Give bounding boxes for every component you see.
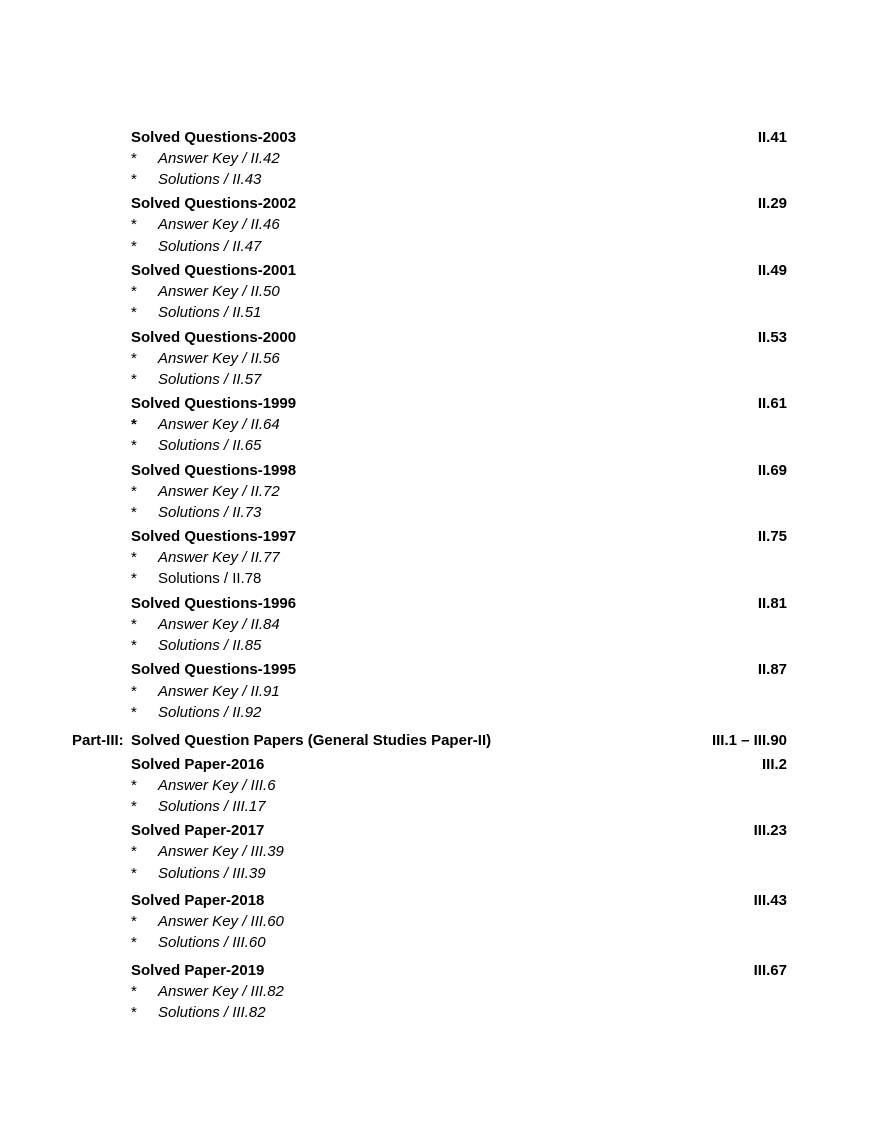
bullet: * xyxy=(131,865,137,882)
bullet: * xyxy=(131,934,137,951)
toc-section-1999 xyxy=(131,394,787,454)
section-title: Solved Questions-1998 xyxy=(131,462,297,479)
bullet: * xyxy=(131,683,137,700)
section-page: II.29 xyxy=(757,195,787,212)
solutions-text: Solutions / III.60 xyxy=(158,934,266,951)
answer-key-text: Answer Key / II.64 xyxy=(158,416,280,433)
bullet: * xyxy=(131,983,137,1000)
solutions-text: Solutions / III.17 xyxy=(158,798,266,815)
bullet: * xyxy=(131,150,137,167)
answer-key-text: Answer Key / II.50 xyxy=(158,283,280,300)
bullet: * xyxy=(131,1004,137,1021)
section-heading xyxy=(131,461,787,481)
answer-key-text: Answer Key / II.84 xyxy=(158,616,280,633)
section-title: Solved Paper-2018 xyxy=(131,892,265,909)
bullet: * xyxy=(131,570,137,587)
section-title: Solved Questions-2001 xyxy=(131,262,297,279)
section-page: II.69 xyxy=(757,462,787,479)
section-page: III.67 xyxy=(753,962,787,979)
section-heading xyxy=(131,821,787,841)
section-heading xyxy=(131,660,787,680)
section-title: Solved Paper-2019 xyxy=(131,962,265,979)
bullet: * xyxy=(131,437,137,454)
bullet: * xyxy=(131,798,137,815)
section-page: III.23 xyxy=(753,822,787,839)
section-page: II.41 xyxy=(757,129,787,146)
toc-section-paper-2017 xyxy=(131,821,787,881)
bullet: * xyxy=(131,304,137,321)
toc-section-2003 xyxy=(131,128,787,188)
section-title: Solved Questions-2002 xyxy=(131,195,297,212)
toc-section-paper-2016 xyxy=(131,755,787,815)
answer-key-text: Answer Key / II.91 xyxy=(158,683,280,700)
section-title: Solved Questions-2000 xyxy=(131,329,297,346)
section-title: Solved Questions-1996 xyxy=(131,595,297,612)
toc-section-2002 xyxy=(131,194,787,254)
bullet: * xyxy=(131,616,137,633)
bullet: * xyxy=(131,913,137,930)
solutions-text: Solutions / II.92 xyxy=(158,704,262,721)
section-heading xyxy=(131,755,787,775)
bullet: * xyxy=(131,350,137,367)
solutions-text: Solutions / II.51 xyxy=(158,304,262,321)
bullet: * xyxy=(131,843,137,860)
bullet: * xyxy=(131,216,137,233)
bullet: * xyxy=(131,777,137,794)
section-heading xyxy=(131,194,787,214)
toc-section-1996 xyxy=(131,594,787,654)
solutions-text: Solutions / II.85 xyxy=(158,637,262,654)
section-page: II.53 xyxy=(757,329,787,346)
section-title: Solved Paper-2017 xyxy=(131,822,265,839)
section-title: Solved Paper-2016 xyxy=(131,756,265,773)
toc-section-1998 xyxy=(131,461,787,521)
solutions-text: Solutions / II.73 xyxy=(158,504,262,521)
section-page: II.61 xyxy=(757,395,787,412)
toc-section-1997 xyxy=(131,527,787,587)
solutions-text: Solutions / II.57 xyxy=(158,371,262,388)
solutions-text: Solutions / II.43 xyxy=(158,171,262,188)
answer-key-text: Answer Key / III.82 xyxy=(158,983,284,1000)
section-heading xyxy=(131,594,787,614)
section-page: II.49 xyxy=(757,262,787,279)
toc-section-2001 xyxy=(131,261,787,321)
solutions-text: Solutions / III.39 xyxy=(158,865,266,882)
section-page: III.43 xyxy=(753,892,787,909)
answer-key-text: Answer Key / II.46 xyxy=(158,216,280,233)
bullet: * xyxy=(131,171,137,188)
toc-section-paper-2018 xyxy=(131,891,787,951)
answer-key-text: Answer Key / II.42 xyxy=(158,150,280,167)
answer-key-text: Answer Key / II.77 xyxy=(158,549,280,566)
solutions-text: Solutions / II.65 xyxy=(158,437,262,454)
toc-section-paper-2019 xyxy=(131,961,787,1021)
section-heading xyxy=(131,527,787,547)
answer-key-text: Answer Key / III.6 xyxy=(158,777,276,794)
toc-section-2000 xyxy=(131,328,787,388)
section-title: Solved Questions-1997 xyxy=(131,528,297,545)
bullet: * xyxy=(131,238,137,255)
answer-key-text: Answer Key / II.56 xyxy=(158,350,280,367)
section-heading xyxy=(131,261,787,281)
part-page-range: III.1 – III.90 xyxy=(711,732,787,749)
solutions-text: Solutions / III.82 xyxy=(158,1004,266,1021)
section-title: Solved Questions-2003 xyxy=(131,129,297,146)
section-heading xyxy=(131,394,787,414)
section-heading xyxy=(131,961,787,981)
bullet: * xyxy=(131,504,137,521)
bullet: * xyxy=(131,637,137,654)
section-page: II.81 xyxy=(757,595,787,612)
bullet: * xyxy=(131,483,137,500)
part3-heading xyxy=(72,731,787,751)
section-heading xyxy=(131,891,787,911)
part-label: Part-III: xyxy=(72,732,124,749)
bullet: * xyxy=(131,704,137,721)
section-heading xyxy=(131,128,787,148)
section-page: II.75 xyxy=(757,528,787,545)
toc-section-1995 xyxy=(131,660,787,720)
answer-key-text: Answer Key / III.39 xyxy=(158,843,284,860)
solutions-text: Solutions / II.78 xyxy=(158,570,262,587)
bullet: * xyxy=(131,283,137,300)
part-title: Solved Question Papers (General Studies Paper-II) xyxy=(131,732,492,749)
section-title: Solved Questions-1995 xyxy=(131,661,297,678)
section-title: Solved Questions-1999 xyxy=(131,395,297,412)
bullet: * xyxy=(131,549,137,566)
answer-key-text: Answer Key / II.72 xyxy=(158,483,280,500)
section-page: II.87 xyxy=(757,661,787,678)
bullet: * xyxy=(131,371,137,388)
section-page: III.2 xyxy=(761,756,787,773)
solutions-text: Solutions / II.47 xyxy=(158,238,262,255)
answer-key-text: Answer Key / III.60 xyxy=(158,913,284,930)
section-heading xyxy=(131,328,787,348)
bullet: * xyxy=(131,416,137,433)
